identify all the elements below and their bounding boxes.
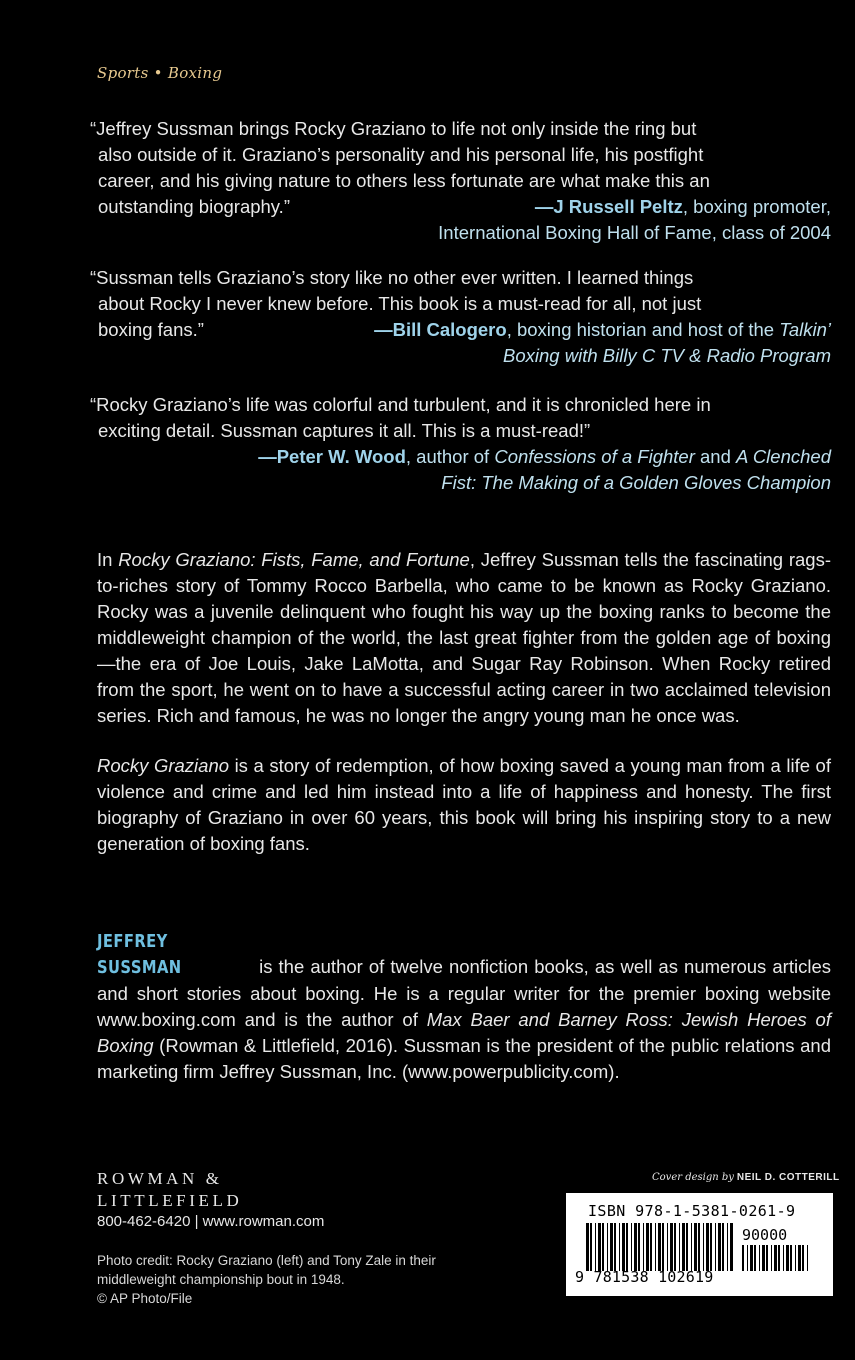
barcode-bar [766, 1245, 768, 1271]
barcode-bar [634, 1223, 637, 1271]
text: (Rowman & Littlefield, 2016). Sussman is the president of the public relations and marketing firm Jeffrey Sussman, Inc. (www.powerpublicity.com). [97, 1035, 831, 1082]
credit-line: middleweight championship bout in 1948. [97, 1272, 345, 1287]
barcode-bar [643, 1223, 644, 1271]
barcode-bar [783, 1245, 784, 1271]
ean-digits: 9 781538 102619 [575, 1268, 714, 1286]
barcode-bar [691, 1223, 692, 1271]
barcode-bar [619, 1223, 620, 1271]
barcode-bar [774, 1245, 777, 1271]
reviewer-role-line: International Boxing Hall of Fame, class of 2004 [438, 222, 831, 243]
barcode-bar [706, 1223, 709, 1271]
quote-attribution [535, 194, 831, 220]
barcode-bar [586, 1223, 589, 1271]
barcode-bar [722, 1223, 724, 1271]
text: is a story of redemption, of how boxing saved a young man from a life of violence and crime and led him instead into a life of happiness and honesty. The first biography of Graziano in over 60 years, this book will bring his inspiring story to a new generation of boxing fans. [97, 755, 831, 854]
barcode-bar [802, 1245, 804, 1271]
book-title: Confessions of a Fighter [494, 446, 695, 467]
barcode-bar [727, 1223, 728, 1271]
barcode-bar [795, 1245, 796, 1271]
quote-line: “Rocky Graziano’s life was colorful and turbulent, and it is chronicled here in [90, 394, 711, 415]
barcode-bar [742, 1245, 744, 1271]
isbn-number: ISBN 978-1-5381-0261-9 [588, 1202, 796, 1220]
credit-label: Cover design by [652, 1172, 734, 1183]
reviewer-role: , boxing promoter, [682, 196, 831, 217]
author-bio [97, 929, 831, 1085]
barcode-bar [786, 1245, 789, 1271]
barcode-bar [679, 1223, 680, 1271]
publisher-line: LITTLEFIELD [97, 1191, 243, 1210]
barcode-bar [694, 1223, 697, 1271]
barcode-bar [595, 1223, 596, 1271]
show-title: Boxing with Billy C TV & Radio Program [503, 345, 831, 366]
barcode-bar [798, 1245, 801, 1271]
credit-line: Photo credit: Rocky Graziano (left) and Tony Zale in their [97, 1253, 436, 1268]
book-description [97, 547, 831, 857]
book-title: Rocky Graziano [97, 755, 230, 776]
barcode-bar [703, 1223, 704, 1271]
reviewer-name: —J Russell Peltz [534, 196, 683, 217]
quote-attribution [90, 444, 831, 470]
barcode-bar [614, 1223, 616, 1271]
credit-line: © AP Photo/File [97, 1291, 193, 1306]
book-title: A Clenched [736, 446, 831, 467]
barcode-bar [631, 1223, 632, 1271]
reviewer-name: —Bill Calogero [374, 319, 507, 340]
barcode-bar [650, 1223, 652, 1271]
barcode-bar [626, 1223, 628, 1271]
text: In [97, 549, 119, 570]
review-quote-2 [90, 265, 831, 369]
quote-line: career, and his giving nature to others less fortunate are what make this an [98, 170, 710, 191]
barcode-bar [674, 1223, 676, 1271]
photo-credit [97, 1251, 527, 1308]
reviewer-role-line [90, 470, 831, 496]
quote-line: boxing fans.” [98, 319, 204, 340]
barcode-bar [590, 1223, 592, 1271]
quote-line: also outside of it. Graziano’s personality and his personal life, his postfight [98, 144, 704, 165]
ean-barcode-bars [586, 1223, 736, 1271]
quote-line: outstanding biography.” [98, 196, 290, 217]
publisher-logo [97, 1168, 242, 1212]
barcode-bar [598, 1223, 601, 1271]
publisher-line: ROWMAN & [97, 1169, 223, 1188]
price-code: 90000 [742, 1226, 788, 1244]
cover-design-credit [652, 1171, 840, 1183]
reviewer-role-italic: Talkin’ [779, 319, 831, 340]
barcode-bar [730, 1223, 733, 1271]
barcode-bar [718, 1223, 721, 1271]
barcode-bar [646, 1223, 649, 1271]
barcode-bar [759, 1245, 760, 1271]
barcode-bar [762, 1245, 765, 1271]
quote-attribution [374, 317, 831, 343]
barcode-bar [686, 1223, 688, 1271]
book-title: Fist: The Making of a Golden Gloves Champion [441, 472, 831, 493]
book-title: Max Baer and Barney Ross: Jewish Heroes of Boxing [97, 1009, 831, 1056]
text: , Jeffrey Sussman tells the fascinating rags-to-riches story of Tommy Rocco Barbella, who came to be known as Rocky Graziano. Rocky was a juvenile delinquent who fought his way up the boxing ranks to become the middleweight champion of the world, the last great fighter from the golden age of boxing—the era of Joe Louis, Jake LaMotta, and Sugar Ray Robinson. When Rocky retired from the sport, he went on to have a successful acting career in two acclaimed television series. Rich and famous, he was no longer the angry young man he once was. [97, 549, 831, 726]
barcode-bar [662, 1223, 664, 1271]
barcode-bar [622, 1223, 625, 1271]
isbn-barcode [566, 1193, 833, 1296]
barcode-bar [754, 1245, 756, 1271]
barcode-bar [747, 1245, 748, 1271]
barcode-bar [655, 1223, 656, 1271]
review-quote-1 [90, 116, 831, 246]
barcode-bar [667, 1223, 668, 1271]
reviewer-role-line [90, 343, 831, 369]
barcode-bar [698, 1223, 700, 1271]
barcode-bar [778, 1245, 780, 1271]
category-label: Sports • Boxing [97, 64, 223, 82]
quote-line: “Sussman tells Graziano’s story like no other ever written. I learned things [90, 267, 694, 288]
barcode-bar [790, 1245, 792, 1271]
barcode-bar [710, 1223, 712, 1271]
review-quote-3 [90, 392, 831, 496]
addon-barcode-bars [742, 1245, 812, 1271]
book-title: Rocky Graziano: Fists, Fame, and Fortune [118, 549, 470, 570]
barcode-bar [670, 1223, 673, 1271]
description-paragraph-2 [97, 753, 831, 857]
quote-line: exciting detail. Sussman captures it all. This is a must-read!” [98, 420, 591, 441]
barcode-bar [682, 1223, 685, 1271]
barcode-bar [715, 1223, 716, 1271]
quote-line: about Rocky I never knew before. This book is a must-read for all, not just [98, 293, 702, 314]
quote-line: “Jeffrey Sussman brings Rocky Graziano to life not only inside the ring but [90, 118, 697, 139]
designer-name: NEIL D. COTTERILL [736, 1172, 840, 1183]
publisher-contact: 800-462-6420 | www.rowman.com [97, 1213, 325, 1230]
barcode-bar [807, 1245, 808, 1271]
barcode-bar [602, 1223, 604, 1271]
barcode-bar [607, 1223, 608, 1271]
text: is the author of twelve nonfiction books, as well as numerous articles and short stories about boxing. He is a regular writer for the premier boxing website www.boxing.com and is the author of [97, 956, 831, 1030]
barcode-bar [771, 1245, 772, 1271]
reviewer-role: and [694, 446, 737, 467]
reviewer-name: —Peter W. Wood [258, 446, 406, 467]
author-name: JEFFREY SUSSMAN [97, 931, 182, 978]
reviewer-role: , author of [405, 446, 495, 467]
reviewer-role: , boxing historian and host of the [506, 319, 780, 340]
description-paragraph-1 [97, 547, 831, 729]
barcode-bar [750, 1245, 753, 1271]
barcode-bar [610, 1223, 613, 1271]
barcode-bar [658, 1223, 661, 1271]
barcode-bar [638, 1223, 640, 1271]
